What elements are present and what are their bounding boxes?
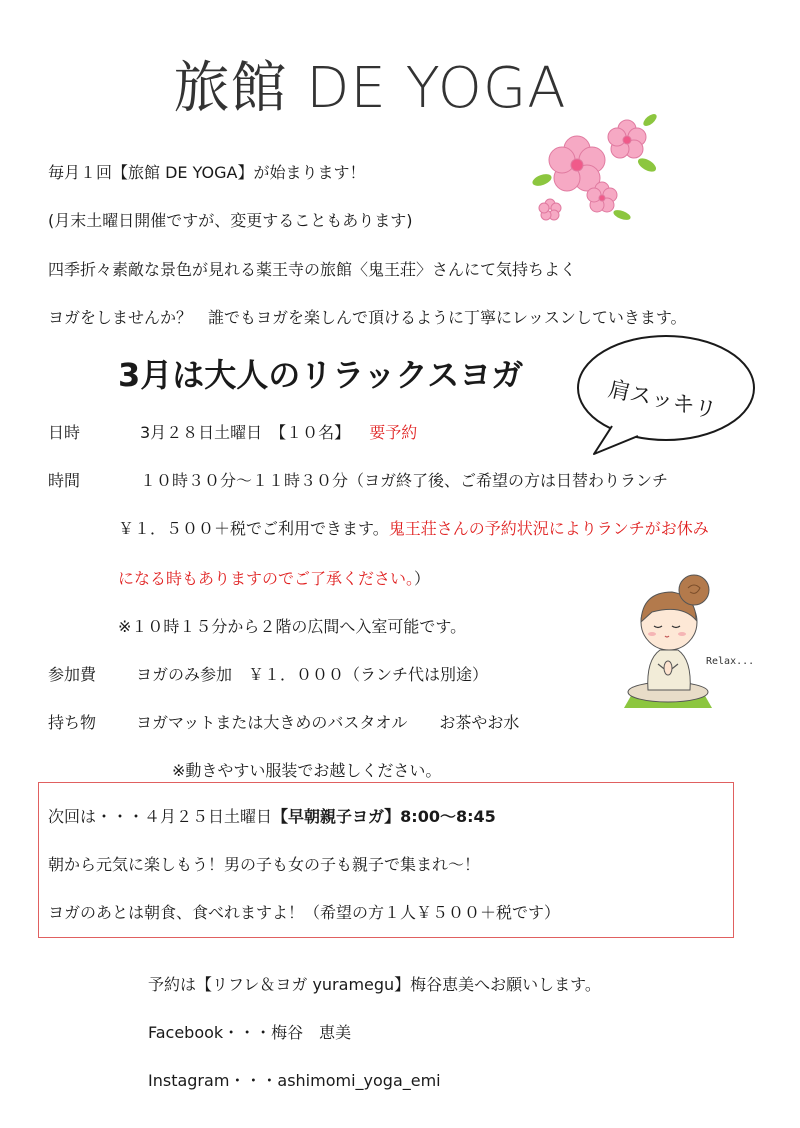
- next-event-line-3: ヨガのあとは朝食、食べれますよ！（希望の方１人￥５００＋税です）: [48, 903, 561, 922]
- section-heading: 3月は大人のリラックスヨガ: [118, 356, 524, 394]
- bring-value: ヨガマットまたは大きめのバスタオル お茶やお水: [136, 713, 520, 732]
- next-event-prefix: 次回は・・・４月２５日土曜日: [48, 807, 273, 826]
- reservation-required: 要予約: [369, 423, 418, 442]
- date-label: 日時: [48, 423, 81, 442]
- time-lunch-line: [118, 516, 709, 539]
- contact-reservation: 予約は【リフレ＆ヨガ yuramegu】梅谷恵美へお願いします。: [148, 975, 601, 994]
- intro-line-2: (月末土曜日開催ですが、変更することもあります): [48, 211, 413, 230]
- date-value: [140, 420, 417, 443]
- lunch-close-paren: ）: [414, 569, 431, 588]
- yoga-girl-illustration: [612, 568, 772, 718]
- cherry-blossom-icon: [522, 110, 672, 230]
- next-event-date: [48, 804, 496, 827]
- contact-facebook: Facebook・・・梅谷 恵美: [148, 1023, 352, 1042]
- time-value: １０時３０分～１１時３０分（ヨガ終了後、ご希望の方は日替わりランチ: [140, 471, 669, 490]
- speech-bubble-text: 肩スッキリ: [605, 376, 719, 425]
- date-value-text: 3月２８日土曜日 【１０名】: [140, 423, 351, 442]
- contact-instagram: Instagram・・・ashimomi_yoga_emi: [148, 1071, 441, 1090]
- fee-label: 参加費: [48, 665, 97, 684]
- lunch-notice-continued: になる時もありますのでご了承ください。: [118, 569, 415, 588]
- clothing-note: ※動きやすい服装でお越しください。: [172, 761, 442, 780]
- lunch-price: ￥１．５００＋税でご利用できます。: [118, 519, 389, 538]
- intro-line-4: ヨガをしませんか？ 誰でもヨガを楽しんで頂けるように丁寧にレッスンしていきます。: [48, 308, 687, 327]
- time-label: 時間: [48, 471, 81, 490]
- next-event-line-2: 朝から元気に楽しもう！男の子も女の子も親子で集まれ～！: [48, 855, 481, 874]
- page-title: 旅館 DE YOGA: [173, 56, 567, 121]
- intro-line-3: 四季折々素敵な景色が見れる薬王寺の旅館〈鬼王荘〉さんにて気持ちよく: [48, 260, 577, 279]
- intro-line-1: 毎月１回【旅館 DE YOGA】が始まります！: [48, 163, 366, 182]
- next-event-title: 【早朝親子ヨガ】8:00～8:45: [272, 807, 496, 826]
- bring-label: 持ち物: [48, 713, 97, 732]
- time-lunch-line-2: [118, 566, 430, 589]
- relax-caption: Relax...: [706, 656, 755, 667]
- entry-note: ※１０時１５分から２階の広間へ入室可能です。: [118, 617, 467, 636]
- lunch-notice: 鬼王荘さんの予約状況によりランチがお休み: [388, 519, 709, 538]
- fee-value: ヨガのみ参加 ￥１．０００（ランチ代は別途）: [136, 665, 489, 684]
